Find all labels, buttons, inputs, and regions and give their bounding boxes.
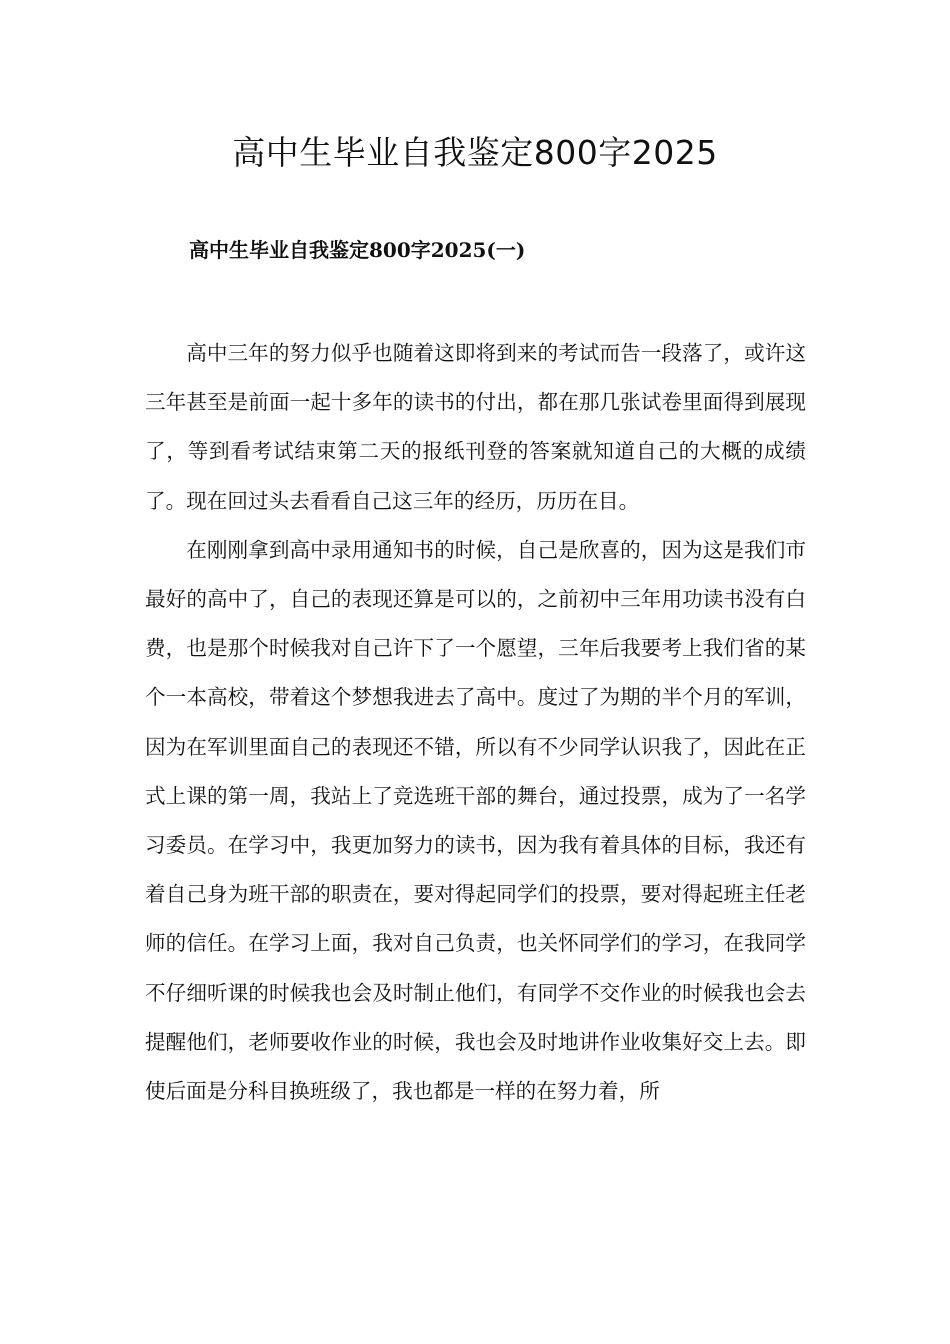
paragraph-1: 高中三年的努力似乎也随着这即将到来的考试而告一段落了，或许这三年甚至是前面一起十多年的读书的付出，都在那几张试卷里面得到展现了，等到看考试结束第二天的报纸刊登的答案就知道自己的大概的成绩了。现在回过头去看看自己这三年的经历，历历在目。 [145, 341, 806, 513]
document-body [145, 329, 806, 1116]
document-title: 高中生毕业自我鉴定800字2025 [232, 133, 718, 172]
document-subtitle: 高中生毕业自我鉴定800字2025(一) [189, 238, 526, 262]
paragraph-2: 在刚刚拿到高中录用通知书的时候，自己是欣喜的，因为这是我们市最好的高中了，自己的表现还算是可以的，之前初中三年用功读书没有白费，也是那个时候我对自己许下了一个愿望，三年后我要考上我们省的某个一本高校，带着这个梦想我进去了高中。度过了为期的半个月的军训，因为在军训里面自己的表现还不错，所以有不少同学认识我了，因此在正式上课的第一周，我站上了竞选班干部的舞台，通过投票，成为了一名学习委员。在学习中，我更加努力的读书，因为我有着具体的目标，我还有着自己身为班干部的职责在，要对得起同学们的投票，要对得起班主任老师的信任。在学习上面，我对自己负责，也关怀同学们的学习，在我同学不仔细听课的时候我也会及时制止他们，有同学不交作业的时候我也会去提醒他们，老师要收作业的时候，我也会及时地讲作业收集好交上去。即使后面是分科目换班级了，我也都是一样的在努力着，所 [145, 537, 806, 1104]
